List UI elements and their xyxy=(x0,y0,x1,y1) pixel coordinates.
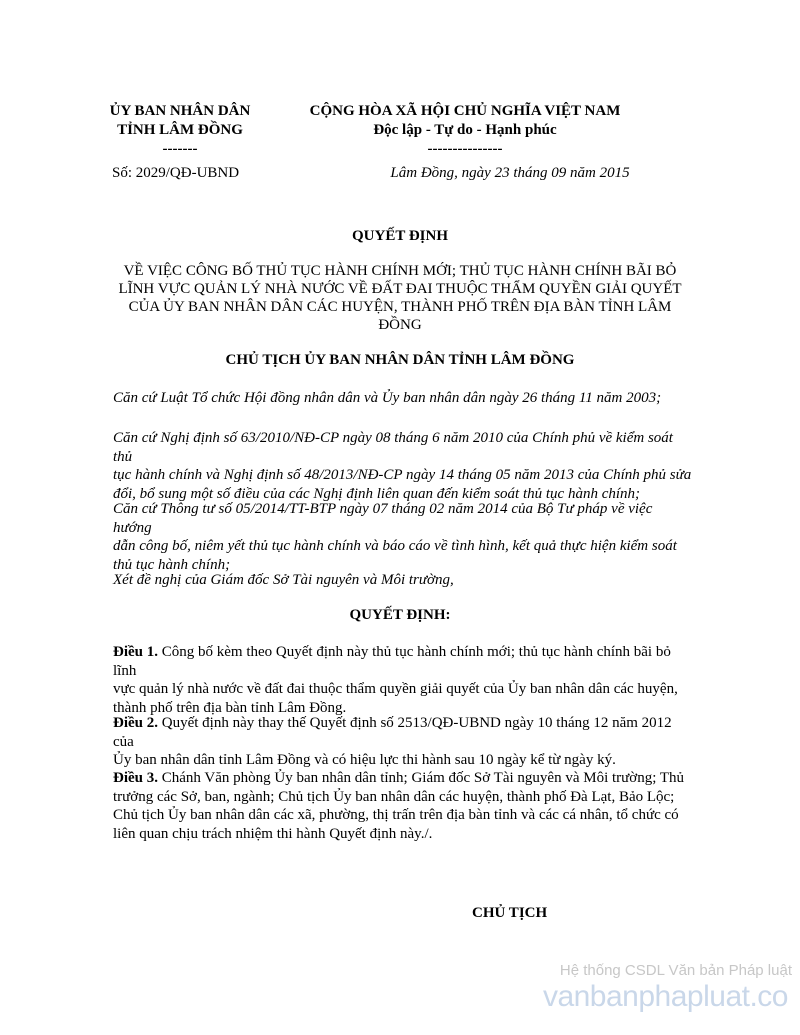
article-line: vực quản lý nhà nước về đất đai thuộc thẩm quyền giải quyết của Ủy ban nhân dân các huyện, xyxy=(113,681,678,697)
document-date: Lâm Đồng, ngày 23 tháng 09 năm 2015 xyxy=(390,165,630,181)
legal-basis-line: Căn cứ Nghị định số 63/2010/NĐ-CP ngày 08 tháng 6 năm 2010 của Chính phủ về kiểm soát thủ xyxy=(113,430,673,465)
article-line: liên quan chịu trách nhiệm thi hành Quyết định này./. xyxy=(113,825,433,842)
watermark-site: vanbanphapluat.co xyxy=(542,980,788,1013)
article-label: Điều 1. xyxy=(113,644,158,660)
national-heading-block xyxy=(290,102,640,159)
legal-basis-line: dẫn công bố, niêm yết thủ tục hành chính và báo cáo về tình hình, kết quả thực hiện kiểm soát xyxy=(113,538,677,554)
legal-basis-line: thủ tục hành chính; xyxy=(113,556,231,573)
decision-subject xyxy=(100,262,700,334)
document-number: Số: 2029/QĐ-UBND xyxy=(112,165,240,181)
article-line: trưởng các Sở, ban, ngành; Chủ tịch Ủy ban nhân dân các huyện, thành phố Đà Lạt, Bảo Lộc; xyxy=(113,788,675,805)
subject-line: ĐỒNG xyxy=(378,317,422,333)
chairman-heading: CHỦ TỊCH ỦY BAN NHÂN DÂN TỈNH LÂM ĐỒNG xyxy=(225,352,575,368)
legal-basis-1: Căn cứ Luật Tổ chức Hội đồng nhân dân và Ủy ban nhân dân ngày 26 tháng 11 năm 2003; xyxy=(113,390,662,406)
article-label: Điều 2. xyxy=(113,715,158,731)
issuing-agency-block xyxy=(90,102,270,159)
legal-basis-line: đổi, bổ sung một số điều của các Nghị định liên quan đến kiểm soát thủ tục hành chính; xyxy=(113,485,641,502)
motto-separator: --------------- xyxy=(427,141,503,157)
article-line: thành phố trên địa bàn tỉnh Lâm Đồng. xyxy=(113,699,347,716)
national-motto: Độc lập - Tự do - Hạnh phúc xyxy=(373,122,557,138)
legal-basis-2 xyxy=(113,429,693,503)
article-text: Công bố kèm theo Quyết định này thủ tục hành chính mới; thủ tục hành chính bãi bỏ lĩnh xyxy=(113,644,671,679)
decides-heading: QUYẾT ĐỊNH: xyxy=(349,607,451,623)
decision-title: QUYẾT ĐỊNH xyxy=(352,228,448,244)
article-line: Chủ tịch Ủy ban nhân dân các xã, phường, thị trấn trên địa bàn tỉnh và các cá nhân, tổ chức có xyxy=(113,807,679,823)
article-2 xyxy=(113,714,693,770)
agency-separator: ------- xyxy=(162,141,198,157)
proposal-basis: Xét đề nghị của Giám đốc Sở Tài nguyên và Môi trường, xyxy=(113,572,454,588)
nation-name: CỘNG HÒA XÃ HỘI CHỦ NGHĨA VIỆT NAM xyxy=(309,103,621,119)
article-line xyxy=(113,714,693,751)
subject-line: LĨNH VỰC QUẢN LÝ NHÀ NƯỚC VỀ ĐẤT ĐAI THUỘC THẨM QUYỀN GIẢI QUYẾT xyxy=(118,281,682,297)
article-line xyxy=(113,769,693,788)
legal-basis-line: Căn cứ Thông tư số 05/2014/TT-BTP ngày 07 tháng 02 năm 2014 của Bộ Tư pháp về việc hướng xyxy=(113,501,653,536)
article-text: Quyết định này thay thế Quyết định số 2513/QĐ-UBND ngày 10 tháng 12 năm 2012 của xyxy=(113,715,672,750)
subject-line: VỀ VIỆC CÔNG BỐ THỦ TỤC HÀNH CHÍNH MỚI; THỦ TỤC HÀNH CHÍNH BÃI BỎ xyxy=(123,263,677,279)
agency-line-2: TỈNH LÂM ĐỒNG xyxy=(117,122,243,138)
legal-basis-line: tục hành chính và Nghị định số 48/2013/NĐ-CP ngày 14 tháng 05 năm 2013 của Chính phủ sửa xyxy=(113,467,692,483)
signature-title: CHỦ TỊCH xyxy=(472,905,548,921)
article-line: Ủy ban nhân dân tỉnh Lâm Đồng và có hiệu lực thi hành sau 10 ngày kể từ ngày ký. xyxy=(113,752,616,768)
article-text: Chánh Văn phòng Ủy ban nhân dân tỉnh; Giám đốc Sở Tài nguyên và Môi trường; Thủ xyxy=(158,770,685,786)
subject-line: CỦA ỦY BAN NHÂN DÂN CÁC HUYỆN, THÀNH PHỐ TRÊN ĐỊA BÀN TỈNH LÂM xyxy=(128,299,672,315)
watermark-caption: Hệ thống CSDL Văn bản Pháp luật xyxy=(559,962,792,979)
article-label: Điều 3. xyxy=(113,770,158,786)
article-3 xyxy=(113,769,693,843)
legal-basis-3 xyxy=(113,500,693,574)
article-1 xyxy=(113,643,693,717)
agency-line-1: ỦY BAN NHÂN DÂN xyxy=(109,103,251,119)
article-line xyxy=(113,643,693,680)
